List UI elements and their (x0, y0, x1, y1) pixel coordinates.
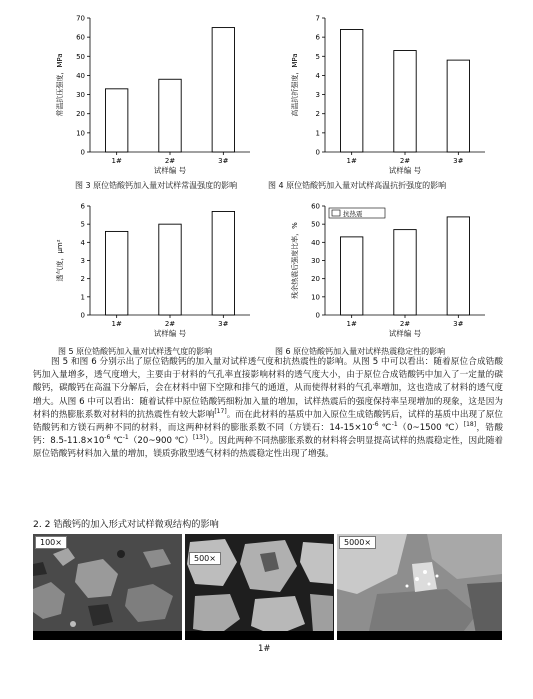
bar (159, 79, 181, 152)
magnification-label-100x: 100× (35, 536, 67, 549)
page-number: 1# (258, 644, 271, 654)
y-tick-label: 7 (315, 14, 320, 23)
x-tick-label: 2# (164, 320, 176, 328)
sem-databar (185, 631, 334, 640)
magnification-label-5000x: 5000× (339, 536, 376, 549)
x-tick-label: 1# (111, 157, 122, 165)
y-tick-label: 1 (315, 129, 320, 138)
bar (394, 230, 416, 315)
y-tick-label: 70 (76, 14, 85, 23)
bar (212, 211, 234, 315)
y-tick-label: 30 (311, 257, 320, 265)
legend-label: 抗热震 (343, 210, 363, 218)
bar (447, 60, 469, 152)
sem-micrograph-500x-image (185, 534, 334, 640)
figure-3-caption: 图 3 原位锆酸钙加入量对试样常温强度的影响 (75, 181, 238, 190)
x-axis-label: 试样编 号 (388, 166, 422, 175)
y-tick-label: 50 (76, 52, 85, 61)
y-tick-label: 0 (315, 148, 320, 157)
y-tick-label: 6 (80, 202, 85, 211)
y-tick-label: 4 (80, 238, 85, 247)
body-paragraph: 图 5 和图 6 分别示出了原位锆酸钙的加入量对试样透气度和抗热震性的影响。从图 5 中可以看出：随着原位合成锆酸钙加入量増多，透气度増大，主要由于材料的气孔率直接影响材料的透气度大小，由于原位合成锆酸钙中加入了一定量的碳酸钙，碳酸钙在高温下分解后，会在材料中留下空隙和排气的通道，从而使得材料的气孔率増加，这也造成了材料的透气度増大。从图 6 中可以看出：随着试样中原位锆酸钙细粉加入量的増加，试样热震后的强度保持率呈现増加的现象，这是因为材料的热膨胀系数对材料的抗热震性有较大影响[17]。而在此材料的基质中加入原位生成锆酸钙后，试样的基质中出现了原位锆酸钙和方镁石两种不同的材料，而这两种材料的膨胀系数不同（方镁石：$14-15\times 10^{-6}$ ℃$^{-1}$（0~1500 ℃）[18]，锆酸钙：$8.5-11.8\times 10^{-6}$ ℃$^{-1}$（20~900 ℃）[13]）。因此两种不同热膨胀系数的材料将会明显提高试样的热震稳定性，因此随着原位锆酸钙材料加入量的増加，镁质弥散型透气材料的热震稳定性出现了増强。 (33, 357, 504, 460)
x-axis-label: 试样编 号 (388, 329, 422, 338)
y-tick-label: 1 (80, 293, 85, 302)
section-heading: 2. 2 锆酸钙的加入形式对试样微观结构的影响 (33, 519, 219, 530)
bar (394, 51, 416, 152)
y-tick-label: 0 (80, 148, 85, 157)
y-tick-label: 40 (311, 238, 320, 247)
y-tick-label: 0 (315, 311, 320, 320)
y-tick-label: 2 (80, 275, 85, 284)
y-tick-label: 3 (80, 257, 85, 265)
x-tick-label: 3# (218, 320, 229, 328)
x-tick-label: 1# (346, 157, 357, 165)
x-tick-label: 2# (399, 157, 411, 165)
y-tick-label: 40 (76, 71, 85, 80)
x-axis-label: 试样编 号 (153, 166, 187, 175)
y-tick-label: 10 (76, 129, 85, 138)
y-tick-label: 20 (76, 110, 85, 119)
bar (105, 231, 127, 315)
y-tick-label: 50 (311, 220, 320, 229)
figure-5-chart (48, 196, 258, 341)
micrograph-100x (33, 534, 182, 640)
magnification-label-500x: 500× (189, 552, 221, 565)
y-axis-label: 常温抗压强度，MPa (56, 53, 64, 117)
x-tick-label: 3# (453, 157, 464, 165)
bar (212, 28, 234, 152)
x-tick-label: 2# (399, 320, 411, 328)
legend-swatch (332, 210, 340, 216)
y-tick-label: 5 (80, 220, 85, 229)
bar (340, 237, 362, 315)
x-tick-label: 1# (111, 320, 122, 328)
x-tick-label: 3# (453, 320, 464, 328)
y-tick-label: 2 (315, 110, 320, 119)
y-tick-label: 60 (311, 202, 320, 211)
micrograph-500x (185, 534, 334, 640)
y-tick-label: 10 (311, 293, 320, 302)
y-axis-label: 残余热震后强度比率，% (291, 222, 299, 299)
bar (447, 217, 469, 315)
y-tick-label: 5 (315, 52, 320, 61)
x-tick-label: 1# (346, 320, 357, 328)
x-tick-label: 2# (164, 157, 176, 165)
y-tick-label: 30 (76, 91, 85, 100)
y-axis-label: 高温抗折强度，MPa (291, 53, 299, 117)
micrograph-5000x (337, 534, 502, 640)
figure-3-chart (48, 8, 258, 178)
x-axis-label: 试样编 号 (153, 329, 187, 338)
y-tick-label: 0 (80, 311, 85, 320)
bar (105, 89, 127, 152)
x-tick-label: 3# (218, 157, 229, 165)
y-tick-label: 3 (315, 91, 320, 100)
figure-5-caption: 图 5 原位锆酸钙加入量对试样透气度的影响 (58, 347, 213, 356)
y-tick-label: 20 (311, 275, 320, 284)
figure-4-caption: 图 4 原位锆酸钙加入量对试样高温抗折强度的影响 (268, 181, 447, 190)
sem-databar (337, 631, 502, 640)
y-tick-label: 6 (315, 33, 320, 42)
y-tick-label: 60 (76, 33, 85, 42)
bar (340, 29, 362, 152)
sem-micrograph-100x-image (33, 534, 182, 640)
sem-databar (33, 631, 182, 640)
figure-4-chart (283, 8, 493, 178)
figure-6-caption: 图 6 原位锆酸钙加入量对试样热震稳定性的影响 (275, 347, 446, 356)
y-tick-label: 4 (315, 71, 320, 80)
y-axis-label: 透气度，μm² (56, 239, 64, 282)
bar (159, 224, 181, 315)
figure-6-chart (283, 196, 493, 341)
sem-micrograph-5000x-image (337, 534, 502, 640)
